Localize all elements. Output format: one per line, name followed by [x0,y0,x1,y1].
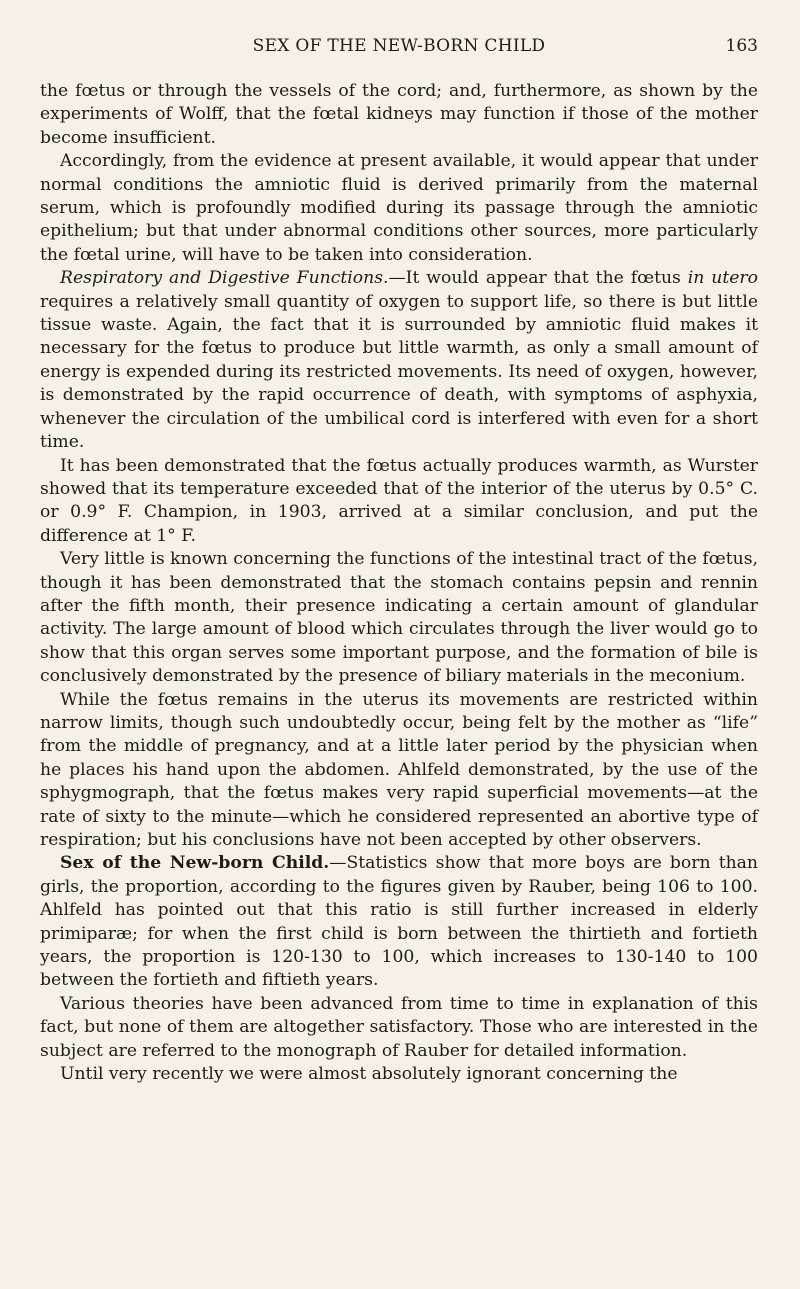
page-number: 163 [725,36,758,56]
running-head [40,36,758,66]
paragraph-continuation: the fœtus or through the vessels of the cord; and, furthermore, as shown by the experiments of Wolff, that the fœtal kidneys may function if those of the mother become insufficient. [40,81,758,148]
paragraph-intestinal-tract: Very little is known concerning the functions of the intestinal tract of the fœtus, though it has been demonstrated that the stomach contains pepsin and rennin after the fifth month, their presence indicating a certain amount of glandular activity. The large amount of blood which circulates through the liver would go to show that this organ serves some important purpose, and the formation of bile is conclusively demonstrated by the presence of biliary materials in the meconium. [40,549,758,687]
paragraph-text-lead: —It would appear that the fœtus [388,268,688,289]
paragraph-text: requires a relatively small quantity of oxygen to support life, so there is but little tissue waste. Again, the fact that it is surrounded by amniotic fluid makes it necessary for the fœtus to produce but little warmth, as only a small amount of energy is expended during its restricted movements. Its need of oxygen, however, is demonstrated by the rapid occurrence of death, with symptoms of asphyxia, whenever the circulation of the umbilical cord is interfered with even for a short time. [40,291,758,453]
body-text [40,80,758,1086]
paragraph-sex-of-newborn [40,852,758,992]
section-heading-respiratory-digestive: Respiratory and Digestive Functions. [60,268,389,289]
section-heading-sex-of-newborn: Sex of the New-born Child. [60,853,330,874]
paragraph-respiratory-digestive [40,267,758,454]
paragraph-foetal-movements: While the fœtus remains in the uterus its movements are restricted within narrow limits, though such undoubtedly occur, being felt by the mother as “life” from the middle of pregnancy, and at a little later period by the physician when he places his hand upon the abdomen. Ahlfeld demonstrated, by the use of the sphygmograph, that the fœtus makes very rapid superficial movements—at the rate of sixty to the minute—which he considered represented an abortive type of respiration; but his conclusions have not been accepted by other observers. [40,689,758,850]
paragraph-foetal-warmth: It has been demonstrated that the fœtus actually produces warmth, as Wurster showed that its temperature exceeded that of the interior of the uterus by 0.5° C. or 0.9° F. Champion, in 1903, arrived at a similar conclusion, and put the difference at 1° F. [40,455,758,546]
paragraph-final-line: Until very recently we were almost absolutely ignorant concerning the [60,1064,678,1085]
paragraph-amniotic-conclusion: Accordingly, from the evidence at present available, it would appear that under normal conditions the amniotic fluid is derived primarily from the maternal serum, which is profoundly modified during its passage through the amniotic epithelium; but that under abnormal conditions other sources, more particularly the fœtal urine, will have to be taken into consideration. [40,151,758,265]
paragraph-theories: Various theories have been advanced from time to time in explanation of this fact, but none of them are altogether satisfactory. Those who are interested in the subject are referred to the monograph of Rauber for detailed information. [40,993,758,1061]
running-title: SEX OF THE NEW-BORN CHILD [252,36,546,56]
paragraph-text: —Statistics show that more boys are born than girls, the proportion, according to the figures given by Rauber, being 106 to 100. Ahlfeld has pointed out that this ratio is still further increased in elderly primiparæ; for when the first child is born between the thirtieth and fortieth years, the proportion is 120-130 to 100, which increases to 130-140 to 100 between the fortieth and fiftieth years. [40,853,758,991]
latin-term: in utero [687,268,758,289]
